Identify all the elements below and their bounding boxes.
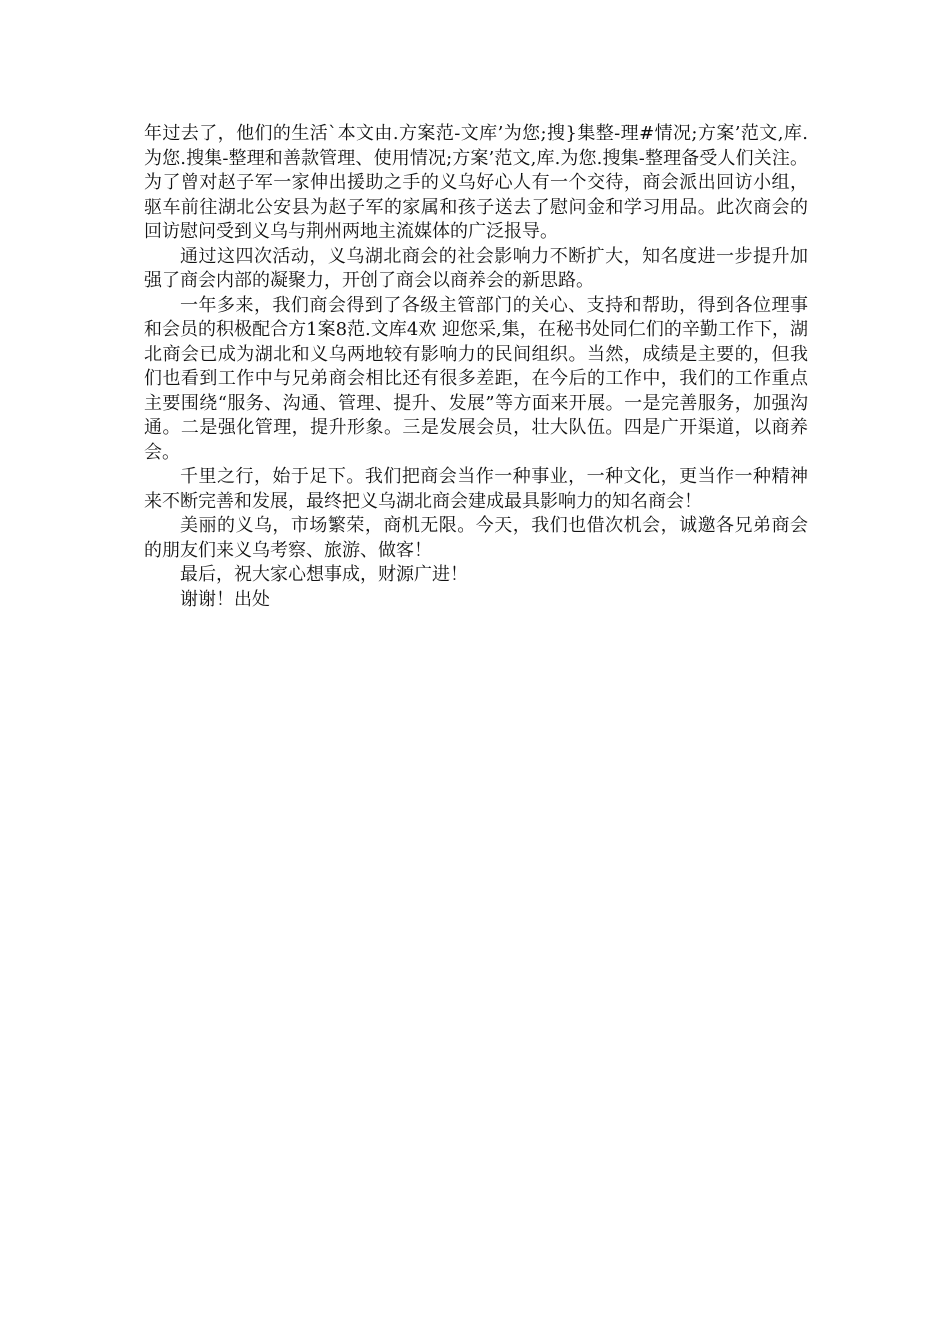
paragraph-3: 一年多来，我们商会得到了各级主管部门的关心、支持和帮助，得到各位理事和会员的积极配合方1案8范.文库4欢 迎您采,集，在秘书处同仁们的辛勤工作下，湖北商会已成为湖北和义乌两地较有影响力的民间组织。当然，成绩是主要的，但我们也看到工作中与兄弟商会相比还有很多差距，在今后的工作中，我们的工作重点主要围绕“服务、沟通、管理、提升、发展”等方面来开展。一是完善服务，加强沟通。二是强化管理，提升形象。三是发展会员，壮大队伍。四是广开渠道，以商养会。 [144,294,808,463]
paragraph-1: 年过去了，他们的生活`本文由.方案范-文库’为您;搜}集整-理#情况;方案’范文,库.为您.搜集-整理和善款管理、使用情况;方案’范文,库.为您.搜集-整理备受人们关注。为了曾对赵子军一家伸出援助之手的义乌好心人有一个交待，商会派出回访小组，驱车前往湖北公安县为赵子军的家属和孩子送去了慰问金和学习用品。此次商会的回访慰问受到义乌与荆州两地主流媒体的广泛报导。 [144,123,808,242]
paragraph-5: 美丽的义乌，市场繁荣，商机无限。今天，我们也借次机会，诚邀各兄弟商会的朋友们来义乌考察、旅游、做客！ [144,515,808,561]
document-body [144,122,808,612]
paragraph-6: 最后，祝大家心想事成，财源广进！ [180,564,468,585]
paragraph-4: 千里之行，始于足下。我们把商会当作一种事业，一种文化，更当作一种精神来不断完善和发展，最终把义乌湖北商会建成最具影响力的知名商会！ [144,466,808,512]
paragraph-2: 通过这四次活动，义乌湖北商会的社会影响力不断扩大，知名度进一步提升加强了商会内部的凝聚力，开创了商会以商养会的新思路。 [144,245,808,291]
paragraph-7: 谢谢！出处 [180,588,270,610]
